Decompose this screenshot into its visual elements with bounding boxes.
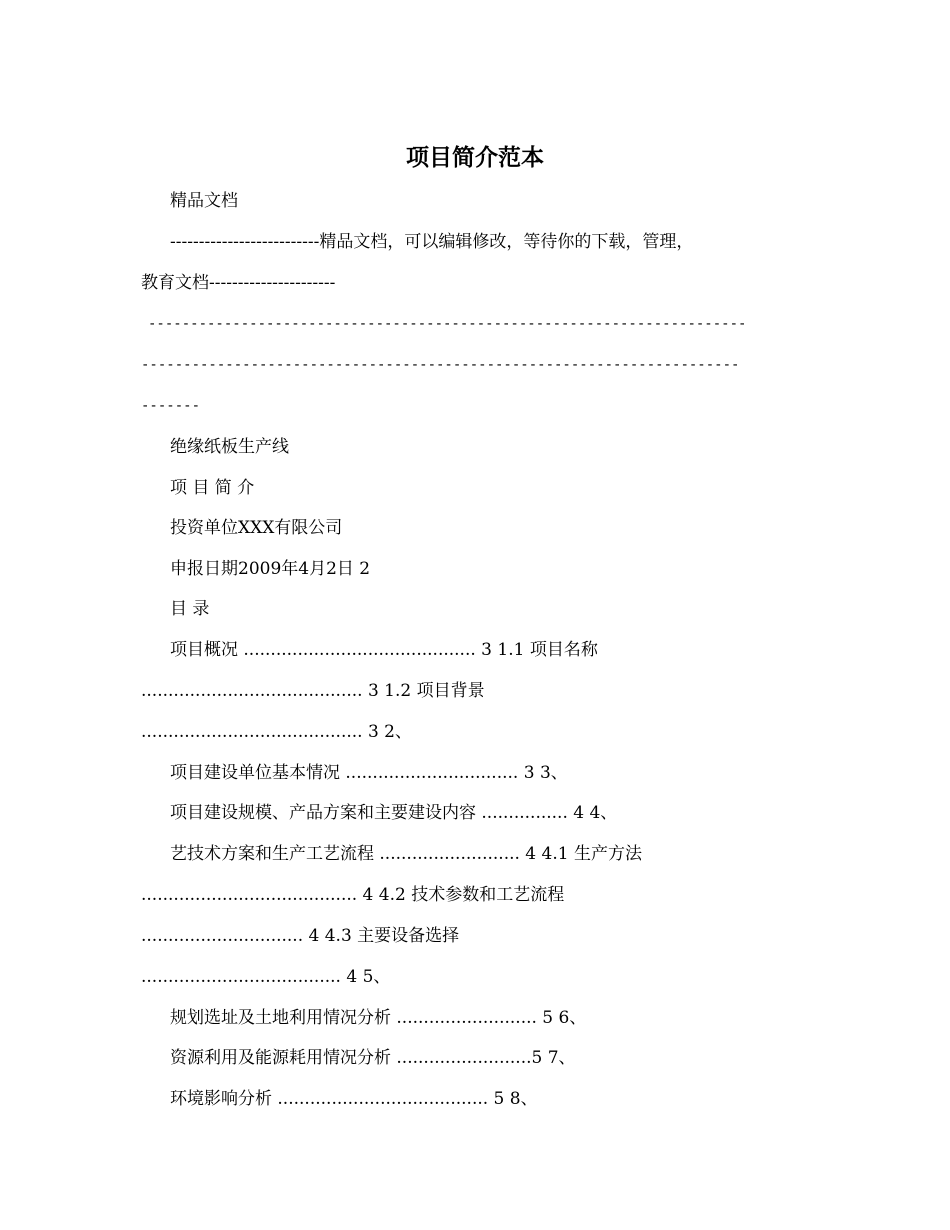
toc-line: ..................................... 4 5、	[141, 967, 391, 987]
toc-line: 项目建设规模、产品方案和主要建设内容 ................ 4 4、	[170, 803, 618, 823]
document-title: 项目简介范本	[406, 144, 544, 171]
text-line: --------------------------精品文档，可以编辑修改，等待你的下载，管理，	[170, 232, 694, 252]
toc-line: ......................................... 3 2、	[141, 722, 412, 742]
text-line: 教育文档----------------------	[141, 273, 336, 293]
toc-line: 规划选址及土地利用情况分析 .......................... 5 6、	[170, 1008, 587, 1028]
project-name: 绝缘纸板生产线	[170, 437, 289, 457]
text-line: 精品文档	[170, 191, 238, 211]
dash-line: -----------------------------------------------------------------------	[148, 316, 747, 332]
section-heading: 项 目 简 介	[170, 478, 255, 498]
toc-line: 艺技术方案和生产工艺流程 .......................... 4 4.1 生产方法	[170, 844, 642, 864]
toc-line: 资源利用及能源耗用情况分析 .........................5 7、	[170, 1048, 576, 1068]
investor-line: 投资单位XXX有限公司	[170, 518, 343, 538]
toc-line: 环境影响分析 ....................................... 5 8、	[170, 1089, 538, 1109]
toc-line: 项目建设单位基本情况 ................................ 3 3、	[170, 763, 568, 783]
dash-line: -----------------------------------------------------------------------	[141, 357, 740, 373]
toc-heading: 目 录	[170, 599, 210, 619]
toc-line: ........................................ 4 4.2 技术参数和工艺流程	[141, 885, 565, 905]
date-line: 申报日期2009年4月2日 2	[170, 559, 371, 579]
toc-line: ......................................... 3 1.2 项目背景	[141, 681, 485, 701]
toc-line: 项目概况 ........................................... 3 1.1 项目名称	[170, 640, 598, 660]
toc-line: .............................. 4 4.3 主要设备选择	[141, 926, 460, 946]
dash-line: -------	[141, 398, 201, 414]
